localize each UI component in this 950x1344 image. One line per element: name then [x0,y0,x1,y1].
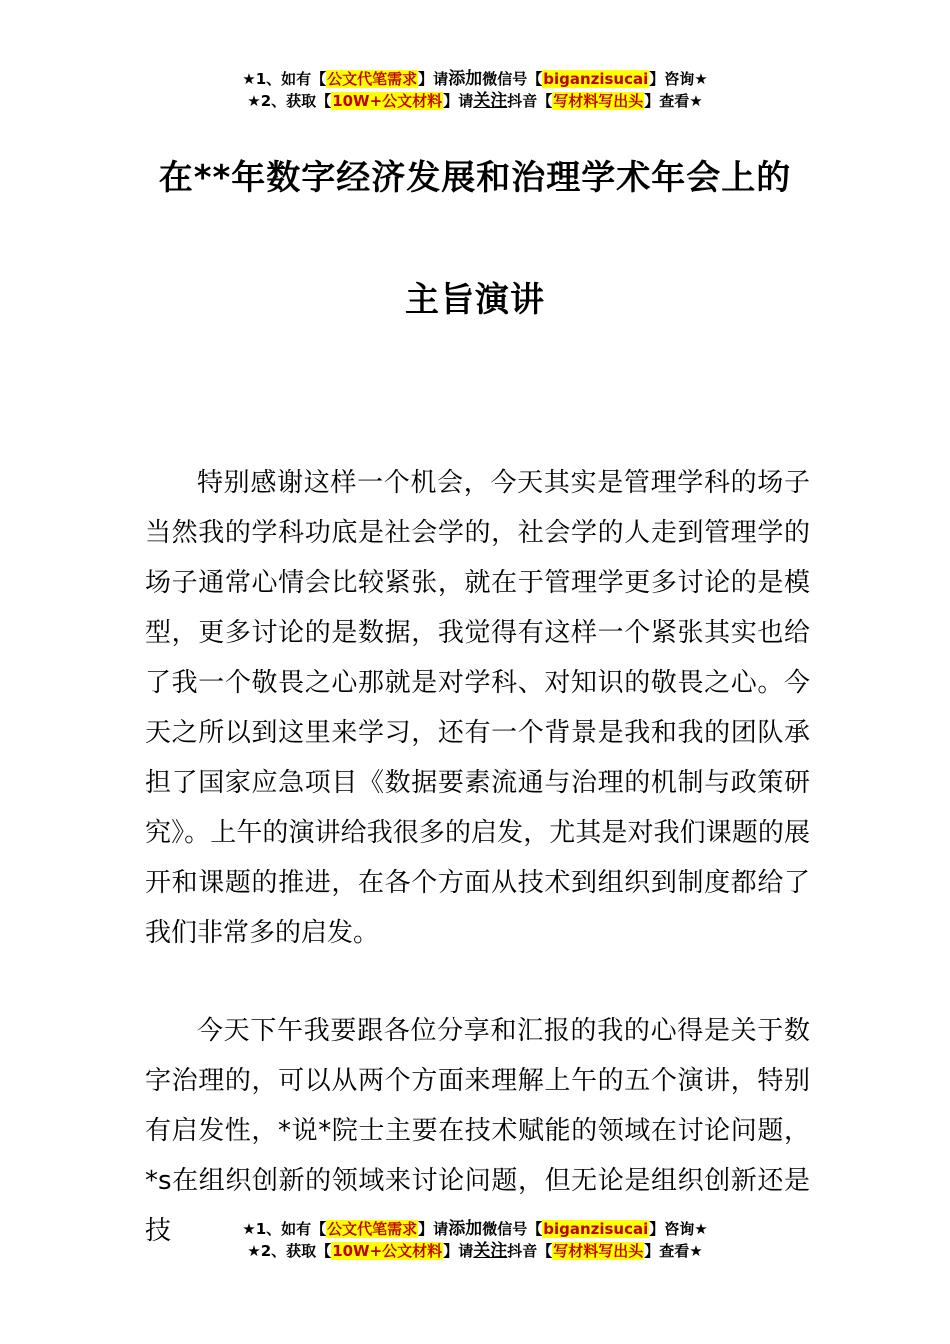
banner-text: 】请 [443,1242,474,1260]
banner-text: 】查看★ [644,1242,703,1260]
banner-emphasis: 添加 [448,69,483,89]
banner-text: 抖音【 [507,1242,553,1260]
banner-text: 微信号【 [482,1220,543,1238]
banner-line-2 [0,1240,950,1262]
footer-banner [0,1218,950,1262]
document-body [145,458,810,1256]
banner-highlight: biganzisucai [543,1220,649,1238]
banner-highlight: 公文代笔需求 [327,1220,418,1238]
banner-text: 】请 [418,70,449,88]
banner-line-1 [0,1218,950,1240]
paragraph: 今天下午我要跟各位分享和汇报的我的心得是关于数字治理的，可以从两个方面来理解上午的五个演讲，特别有启发性，*说*院士主要在技术赋能的领域在讨论问题，*s在组织创新的领域来讨论问题，但无论是组织创新还是技 [145,1016,810,1246]
banner-line-2 [0,90,950,112]
banner-highlight: 写材料写出头 [553,92,644,110]
banner-highlight: 10W+公文材料 [332,1242,443,1260]
banner-text: 抖音【 [507,92,553,110]
paragraph: 特别感谢这样一个机会，今天其实是管理学科的场子当然我的学科功底是社会学的，社会学的人走到管理学的场子通常心情会比较紧张，就在于管理学更多讨论的是模型，更多讨论的是数据，我觉得有这样一个紧张其实也给了我一个敬畏之心那就是对学科、对知识的敬畏之心。今天之所以到这里来学习，还有一个背景是我和我的团队承担了国家应急项目《数据要素流通与治理的机制与政策研究》。上午的演讲给我很多的启发，尤其是对我们课题的展开和课题的推进，在各个方面从技术到组织到制度都给了我们非常多的启发。 [145,468,810,948]
banner-highlight: 写材料写出头 [553,1242,644,1260]
banner-line-1 [0,68,950,90]
banner-text: ★1、如有【 [242,1220,327,1238]
banner-emphasis: 添加 [448,1219,483,1239]
banner-text: ★2、获取【 [247,92,332,110]
banner-text: 】咨询★ [649,1220,708,1238]
banner-highlight: 公文代笔需求 [327,70,418,88]
banner-text: 】请 [443,92,474,110]
banner-text: ★2、获取【 [247,1242,332,1260]
document-title-line-2: 主旨演讲 [405,280,545,320]
document-title-line-1: 在**年数字经济发展和治理学术年会上的 [158,158,792,198]
banner-text: 微信号【 [482,70,543,88]
banner-highlight: biganzisucai [543,70,649,88]
banner-text: 】查看★ [644,92,703,110]
banner-text: 】请 [418,1220,449,1238]
banner-text: ★1、如有【 [242,70,327,88]
banner-text: 】咨询★ [649,70,708,88]
banner-emphasis: 关注 [473,91,508,111]
header-banner [0,68,950,112]
banner-emphasis: 关注 [473,1241,508,1261]
banner-highlight: 10W+公文材料 [332,92,443,110]
